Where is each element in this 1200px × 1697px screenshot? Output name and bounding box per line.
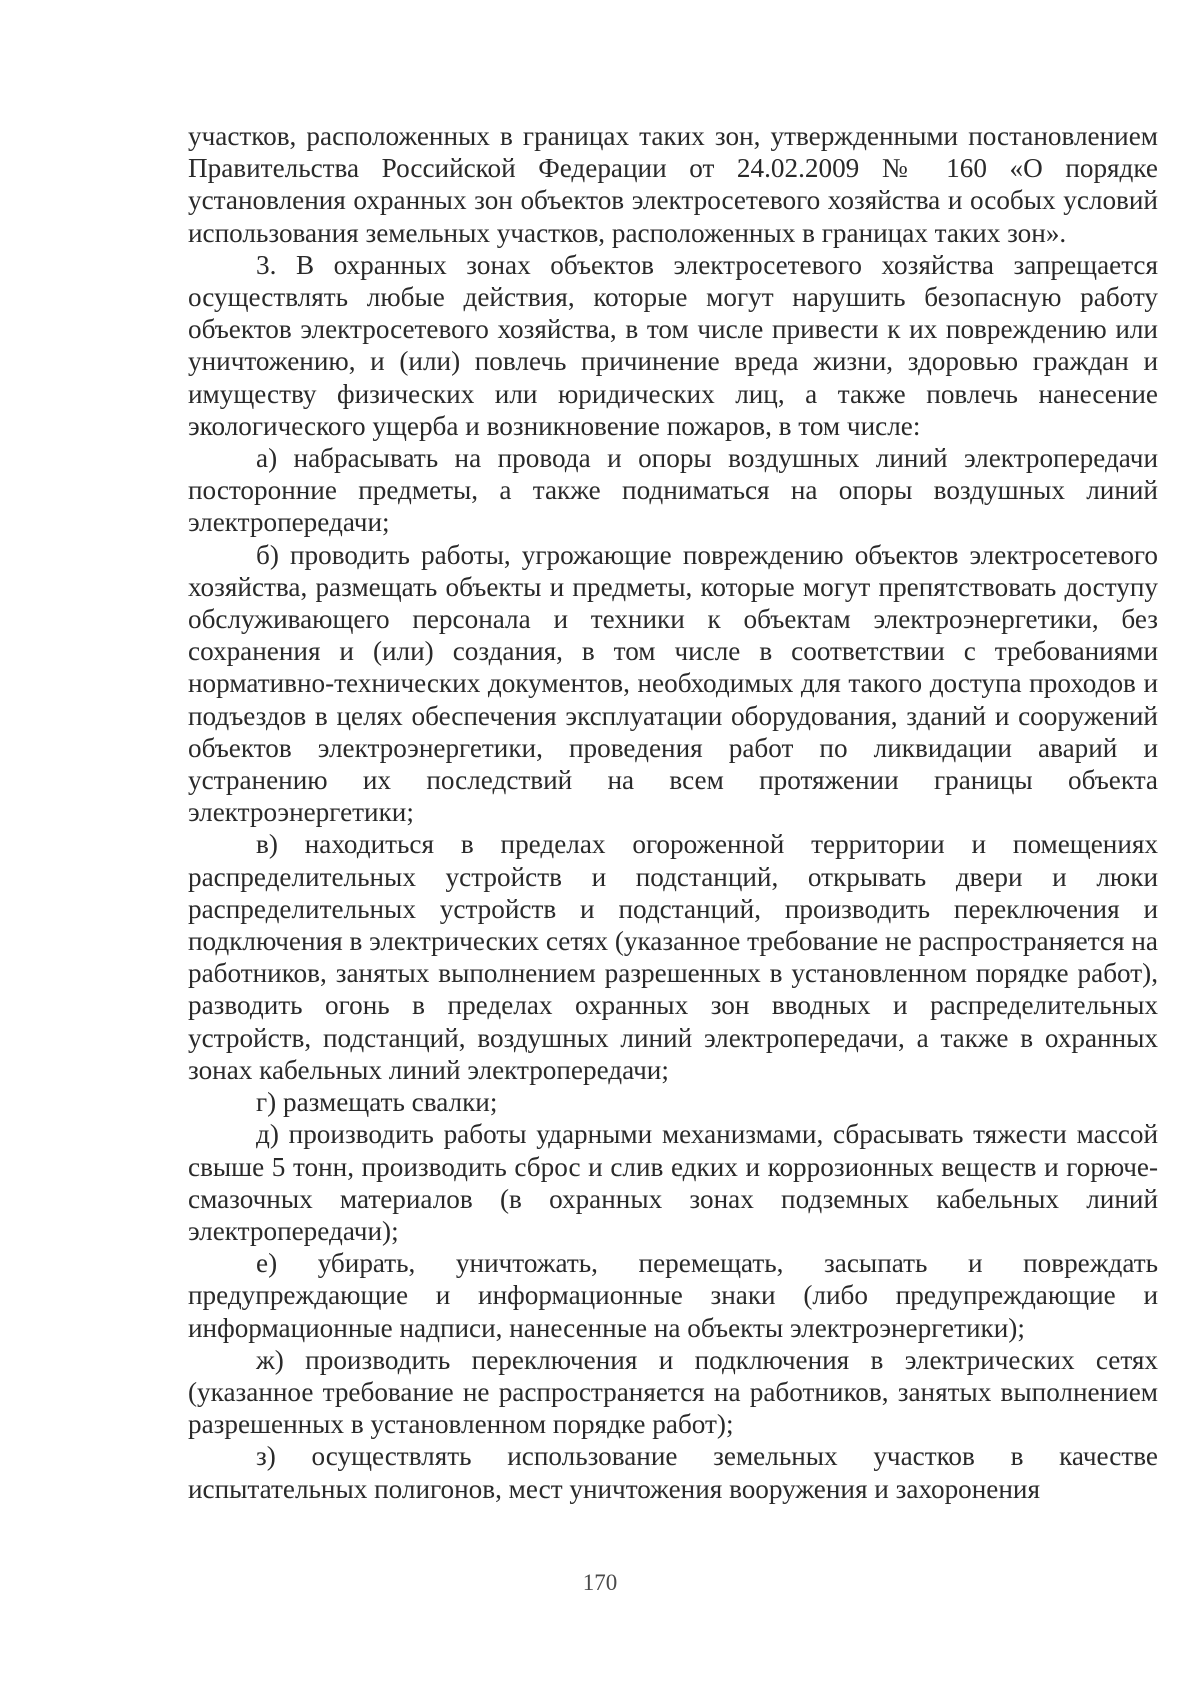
paragraph-item-b: б) проводить работы, угрожающие повреждению объектов электросетевого хозяйства, размещать объекты и предметы, которые могут препятствовать доступу обслуживающего персонала и техники к объектам электроэнергетики, без сохранения и (или) создания, в том числе в соответствии с требованиями нормативно-технических документов, необходимых для такого доступа проходов и подъездов в целях обеспечения эксплуатации оборудования, зданий и сооружений объектов электроэнергетики, проведения работ по ликвидации аварий и устранению их последствий на всем протяжении границы объекта электроэнергетики; (188, 539, 1158, 828)
paragraph-item-e: е) убирать, уничтожать, перемещать, засыпать и повреждать предупреждающие и информационные знаки (либо предупреждающие и информационные надписи, нанесенные на объекты электроэнергетики); (188, 1248, 1158, 1343)
document-body (188, 120, 1158, 1505)
paragraph-item-g: г) размещать свалки; (256, 1087, 498, 1118)
paragraph-item-3: 3. В охранных зонах объектов электросетевого хозяйства запрещается осуществлять любые действия, которые могут нарушить безопасную работу объектов электросетевого хозяйства, в том числе привести к их повреждению или уничтожению, и (или) повлечь причинение вреда жизни, здоровью граждан и имуществу физических или юридических лиц, а также повлечь нанесение экологического ущерба и возникновение пожаров, в том числе: (188, 249, 1158, 441)
paragraph-item-d: д) производить работы ударными механизмами, сбрасывать тяжести массой свыше 5 тонн, производить сброс и слив едких и коррозионных веществ и горюче-смазочных материалов (в охранных зонах подземных кабельных линий электропередачи); (188, 1119, 1158, 1246)
paragraph-continuation: участков, расположенных в границах таких зон, утвержденными постановлением Правительства Российской Федерации от 24.02.2009 № 160 «О порядке установления охранных зон объектов электросетевого хозяйства и особых условий использования земельных участков, расположенных в границах таких зон». (188, 121, 1158, 248)
page-number: 170 (582, 1570, 618, 1595)
paragraph-item-z: з) осуществлять использование земельных участков в качестве испытательных полигонов, мест уничтожения вооружения и захоронения (188, 1441, 1158, 1504)
paragraph-item-a: а) набрасывать на провода и опоры воздушных линий электропередачи посторонние предметы, а также подниматься на опоры воздушных линий электропередачи; (188, 443, 1158, 538)
paragraph-item-zh: ж) производить переключения и подключения в электрических сетях (указанное требование не распространяется на работников, занятых выполнением разрешенных в установленном порядке работ); (188, 1344, 1158, 1440)
paragraph-item-v: в) находиться в пределах огороженной территории и помещениях распределительных устройств и подстанций, открывать двери и люки распределительных устройств и подстанций, производить переключения и подключения в электрических сетях (указанное требование не распространяется на работников, занятых выполнением разрешенных в установленном порядке работ), разводить огонь в пределах охранных зон вводных и распределительных устройств, подстанций, воздушных линий электропередачи, а также в охранных зонах кабельных линий электропередачи; (188, 829, 1158, 1085)
